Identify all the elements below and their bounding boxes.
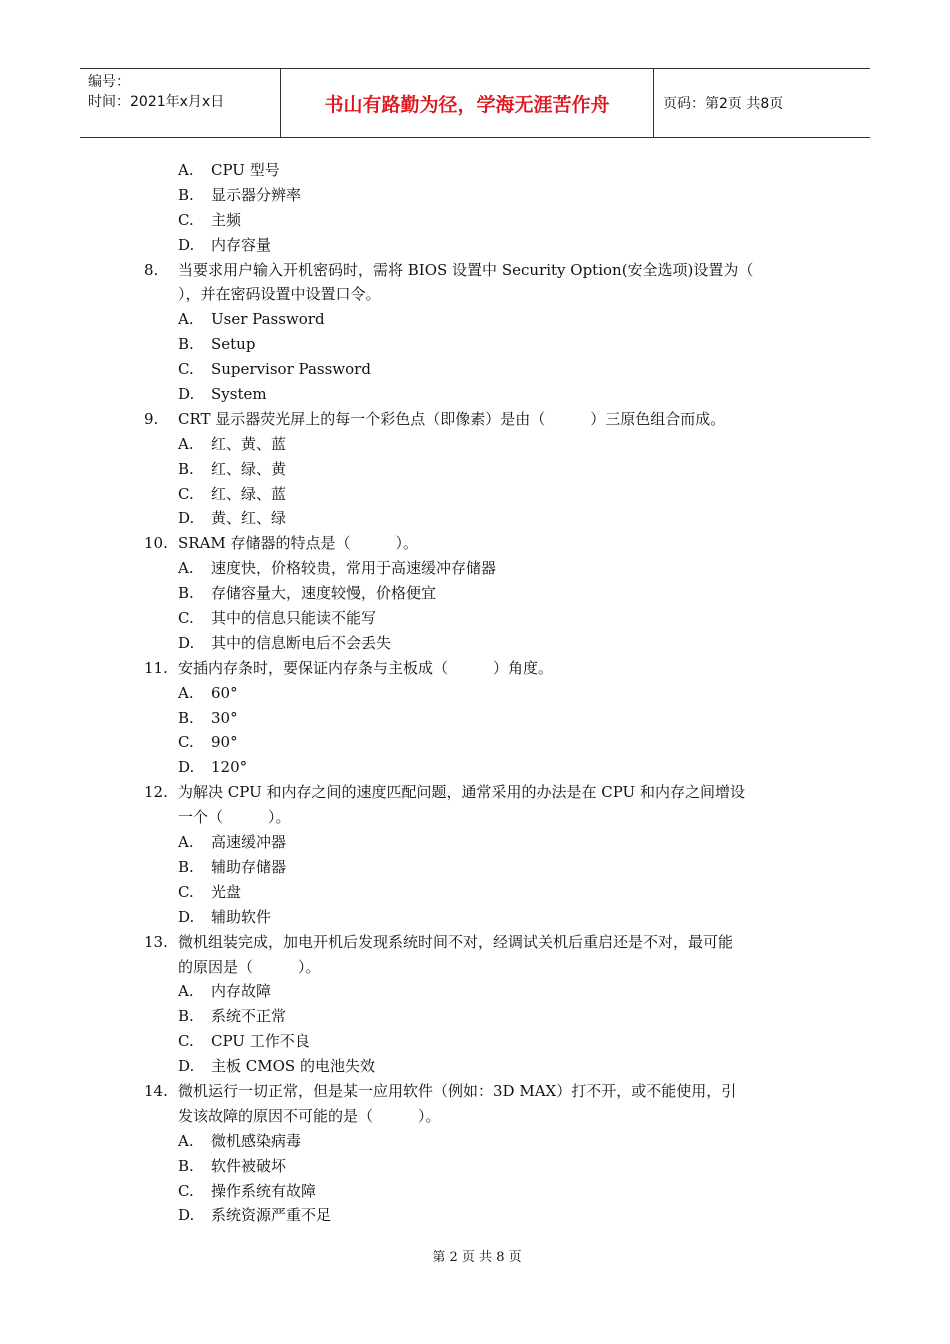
option-line (0, 457, 950, 482)
page-header (80, 68, 870, 138)
option-label: A. (178, 161, 194, 179)
option-label: B. (178, 584, 194, 603)
question-line (0, 656, 950, 681)
option-line (0, 1004, 950, 1029)
option-label: C. (178, 882, 194, 901)
question-text: 的原因是（ ）。 (178, 957, 321, 976)
question-number: 14. (144, 1081, 168, 1100)
option-label: A. (178, 1131, 194, 1150)
option-line (0, 1129, 950, 1154)
header-motto: 书山有路勤为径，学海无涯苦作舟 (281, 69, 654, 137)
question-text: 一个（ ）。 (178, 808, 291, 827)
option-text: 速度快，价格较贵，常用于高速缓冲存储器 (211, 559, 497, 578)
option-label: C. (178, 1181, 194, 1200)
option-text: 90° (211, 733, 238, 752)
question-continuation (0, 282, 950, 307)
option-line (0, 606, 950, 631)
option-text: System (211, 385, 267, 404)
option-line (0, 183, 950, 208)
option-label: C. (178, 484, 194, 503)
option-line (0, 432, 950, 457)
question-number: 12. (144, 783, 168, 802)
question-text: 为解决 CPU 和内存之间的速度匹配问题，通常采用的办法是在 CPU 和内存之间增设 (178, 783, 745, 802)
option-label: B. (178, 459, 194, 478)
option-text: CPU 工作不良 (211, 1032, 310, 1051)
question-text: CRT 显示器荧光屏上的每一个彩色点（即像素）是由（ ）三原色组合而成。 (178, 409, 726, 428)
question-line (0, 407, 950, 432)
option-line (0, 332, 950, 357)
option-label: D. (178, 235, 195, 254)
option-label: C. (178, 609, 194, 628)
option-label: D. (178, 633, 195, 652)
option-label: B. (178, 1007, 194, 1026)
question-text: ），并在密码设置中设置口令。 (178, 285, 381, 304)
option-label: D. (178, 385, 195, 404)
question-number: 10. (144, 534, 168, 553)
option-label: D. (178, 1057, 195, 1076)
option-text: 红、黄、蓝 (211, 434, 287, 453)
option-line (0, 581, 950, 606)
option-text: CPU 型号 (211, 161, 280, 179)
option-label: D. (178, 758, 195, 777)
number-label: 编号： (88, 74, 130, 90)
option-line (0, 755, 950, 780)
option-text: 60° (211, 683, 238, 702)
question-line (0, 930, 950, 955)
question-text: 当要求用户输入开机密码时，需将 BIOS 设置中 Security Option(安全选项)设置为（ (178, 260, 754, 279)
option-label: D. (178, 907, 195, 926)
option-text: 显示器分辨率 (211, 185, 302, 204)
option-line (0, 482, 950, 507)
option-text: 黄、红、绿 (211, 509, 287, 528)
question-line (0, 531, 950, 556)
option-text: 主板 CMOS 的电池失效 (211, 1057, 375, 1076)
option-text: 30° (211, 708, 238, 727)
option-line (0, 158, 950, 183)
question-text: 微机组装完成，加电开机后发现系统时间不对，经调试关机后重启还是不对，最可能 (178, 932, 734, 951)
option-text: 主频 (211, 210, 242, 229)
option-text: 高速缓冲器 (211, 833, 287, 852)
question-continuation (0, 1104, 950, 1129)
option-text: 内存故障 (211, 982, 272, 1001)
option-line (0, 556, 950, 581)
option-label: A. (178, 559, 194, 578)
option-line (0, 979, 950, 1004)
question-line (0, 780, 950, 805)
option-text: 其中的信息断电后不会丢失 (211, 633, 392, 652)
option-line (0, 855, 950, 880)
option-label: C. (178, 210, 194, 229)
question-continuation (0, 955, 950, 980)
option-line (0, 681, 950, 706)
option-text: 120° (211, 758, 248, 777)
question-number: 13. (144, 932, 168, 951)
question-continuation (0, 805, 950, 830)
option-label: C. (178, 1032, 194, 1051)
option-text: 其中的信息只能读不能写 (211, 609, 377, 628)
option-line (0, 1179, 950, 1204)
option-label: A. (178, 833, 194, 852)
option-line (0, 1029, 950, 1054)
option-text: 软件被破坏 (211, 1156, 287, 1175)
time-label: 时间：2021年x月x日 (88, 94, 225, 110)
option-label: B. (178, 1156, 194, 1175)
option-text: 辅助存储器 (211, 857, 287, 876)
option-line (0, 1054, 950, 1079)
option-label: D. (178, 509, 195, 528)
option-text: 红、绿、黄 (211, 459, 287, 478)
option-text: 光盘 (211, 882, 242, 901)
question-number: 11. (144, 658, 168, 677)
header-page-label: 页码：第2页 共8页 (663, 96, 784, 112)
question-number: 9. (144, 409, 159, 428)
header-meta (80, 69, 281, 137)
question-text: 发该故障的原因不可能的是（ ）。 (178, 1106, 441, 1125)
option-line (0, 880, 950, 905)
option-text: 微机感染病毒 (211, 1131, 302, 1150)
question-list (0, 158, 950, 1228)
option-line (0, 307, 950, 332)
option-line (0, 706, 950, 731)
option-label: B. (178, 335, 194, 354)
option-line (0, 730, 950, 755)
option-line (0, 357, 950, 382)
option-label: B. (178, 185, 194, 204)
question-line (0, 258, 950, 283)
option-text: 系统不正常 (211, 1007, 287, 1026)
option-label: A. (178, 683, 194, 702)
option-text: User Password (211, 310, 325, 329)
option-line (0, 382, 950, 407)
question-number: 8. (144, 260, 159, 279)
option-label: A. (178, 982, 194, 1001)
option-label: A. (178, 434, 194, 453)
option-line (0, 208, 950, 233)
option-line (0, 233, 950, 258)
option-line (0, 905, 950, 930)
option-line (0, 830, 950, 855)
option-line (0, 506, 950, 531)
option-label: B. (178, 708, 194, 727)
option-label: C. (178, 360, 194, 379)
option-label: D. (178, 1206, 195, 1225)
option-label: C. (178, 733, 194, 752)
option-text: 系统资源严重不足 (211, 1206, 332, 1225)
question-text: 安插内存条时，要保证内存条与主板成（ ）角度。 (178, 658, 554, 677)
option-text: Supervisor Password (211, 360, 371, 379)
option-label: A. (178, 310, 194, 329)
question-text: SRAM 存储器的特点是（ ）。 (178, 534, 419, 553)
question-text: 微机运行一切正常，但是某一应用软件（例如：3D MAX）打不开，或不能使用，引 (178, 1081, 737, 1100)
option-text: 红、绿、蓝 (211, 484, 287, 503)
option-text: 辅助软件 (211, 907, 272, 926)
option-text: 存储容量大，速度较慢，价格便宜 (211, 584, 437, 603)
option-line (0, 1154, 950, 1179)
option-text: 内存容量 (211, 235, 272, 254)
question-line (0, 1079, 950, 1104)
option-line (0, 1203, 950, 1228)
option-line (0, 631, 950, 656)
option-text: 操作系统有故障 (211, 1181, 317, 1200)
option-label: B. (178, 857, 194, 876)
page-footer: 第 2 页 共 8 页 (432, 1250, 522, 1265)
option-text: Setup (211, 335, 256, 354)
